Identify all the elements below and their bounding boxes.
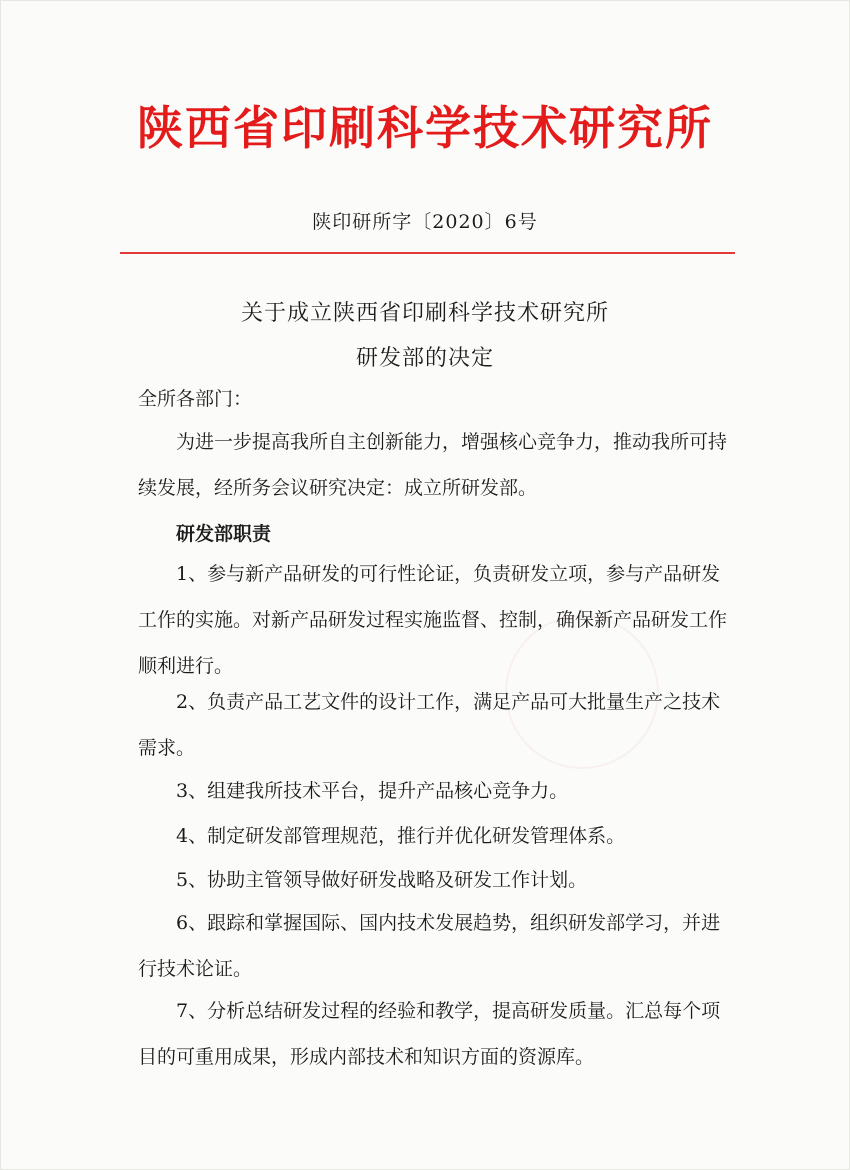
duty-item-7: 7、分析总结研发过程的经验和教学，提高研发质量。汇总每个项目的可重用成果，形成内部技术和知识方面的资源库。: [138, 1000, 721, 1068]
document-heading-line-2: 研发部的决定: [355, 346, 494, 371]
section-title: 研发部职责: [176, 523, 272, 545]
duty-item-5: 5、协助主管领导做好研发战略及研发工作计划。: [176, 869, 588, 891]
document-number: 陕印研所字〔2020〕6号: [312, 211, 538, 233]
red-divider-line: [120, 252, 735, 254]
document-heading-line-1: 关于成立陕西省印刷科学技术研究所: [240, 301, 609, 326]
duty-item-1: 1、参与新产品研发的可行性论证，负责研发立项，参与产品研发工作的实施。对新产品研发过程实施监督、控制，确保新产品研发工作顺利进行。: [138, 563, 728, 677]
intro-paragraph: 为进一步提高我所自主创新能力，增强核心竞争力，推动我所可持续发展，经所务会议研究决定：成立所研发部。: [138, 431, 728, 499]
duty-item-4: 4、制定研发部管理规范，推行并优化研发管理体系。: [176, 825, 626, 847]
organization-title: 陕西省印刷科学技术研究所: [137, 101, 713, 155]
salutation: 全所各部门：: [138, 388, 253, 410]
duty-item-3: 3、组建我所技术平台，提升产品核心竞争力。: [176, 780, 569, 802]
duty-item-6: 6、跟踪和掌握国际、国内技术发展趋势，组织研发部学习，并进行技术论证。: [138, 912, 721, 980]
duty-item-2: 2、负责产品工艺文件的设计工作，满足产品可大批量生产之技术需求。: [138, 691, 721, 759]
